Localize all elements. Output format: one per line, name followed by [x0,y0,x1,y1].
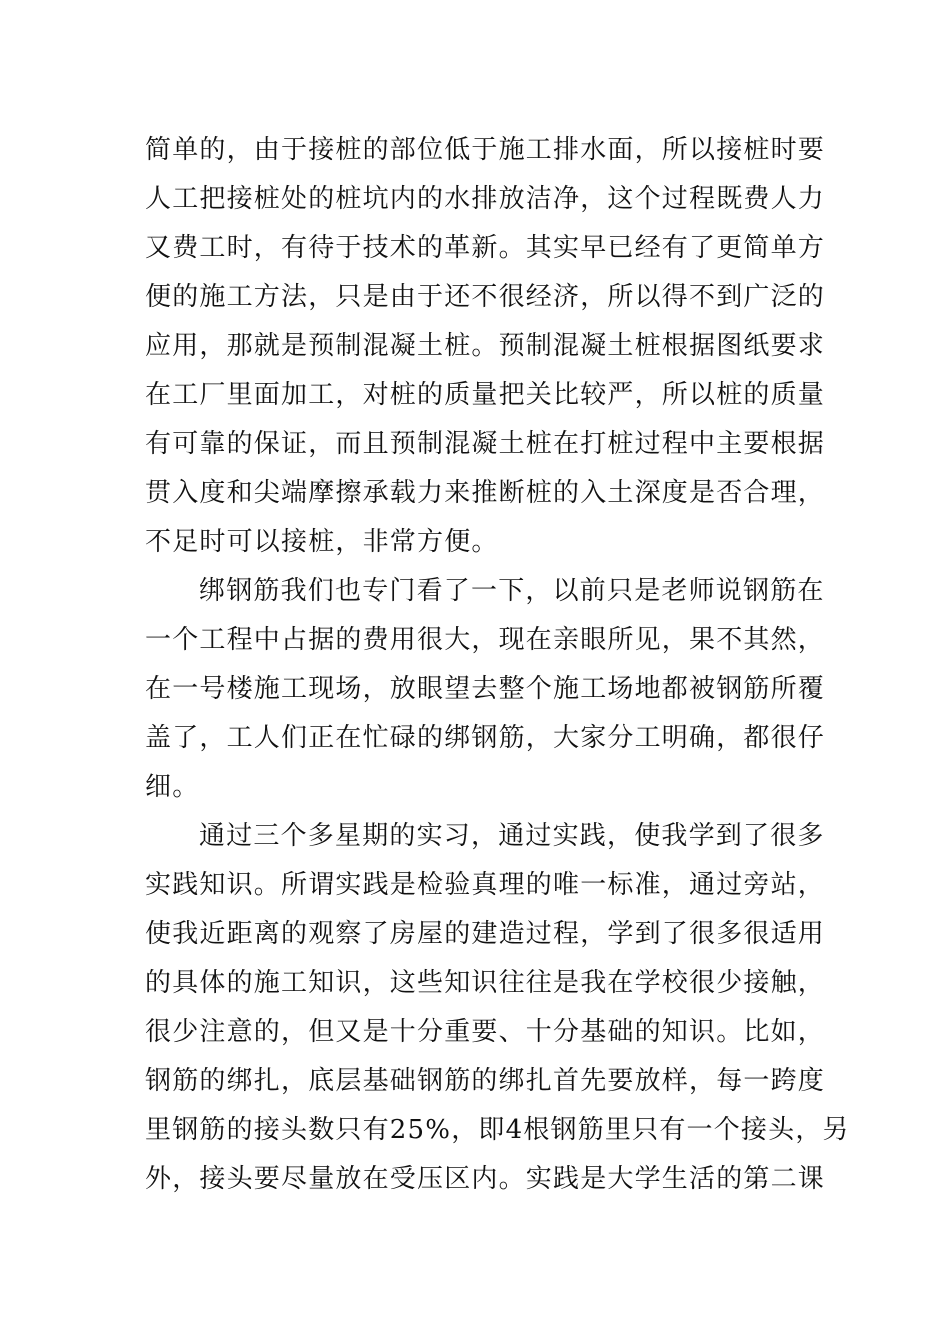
text-line: 盖了，工人们正在忙碌的绑钢筋，大家分工明确，都很仔 [145,723,826,753]
text-line: 不足时可以接桩，非常方便。 [145,527,499,557]
text-line: 实践知识。所谓实践是检验真理的唯一标准，通过旁站， [145,870,826,900]
text-line: 贯入度和尖端摩擦承载力来推断桩的入土深度是否合理， [145,478,826,508]
text-line: 的具体的施工知识，这些知识往往是我在学校很少接触， [145,968,826,998]
text-line: 很少注意的，但又是十分重要、十分基础的知识。比如， [145,1017,826,1047]
text-line: 通过三个多星期的实习，通过实践，使我学到了很多 [199,821,825,851]
text-line: 外，接头要尽量放在受压区内。实践是大学生活的第二课 [145,1164,826,1194]
text-line: 里钢筋的接头数只有25%，即4根钢筋里只有一个接头，另 [145,1115,850,1145]
text-line: 简单的，由于接桩的部位低于施工排水面，所以接桩时要 [145,135,826,165]
text-line: 细。 [145,772,200,802]
text-line: 绑钢筋我们也专门看了一下，以前只是老师说钢筋在 [199,576,825,606]
body-text [145,126,850,1204]
paragraph [145,126,826,567]
text-line: 在工厂里面加工，对桩的质量把关比较严，所以桩的质量 [145,380,826,410]
paragraph [145,812,850,1204]
text-line: 使我近距离的观察了房屋的建造过程，学到了很多很适用 [145,919,826,949]
text-line: 钢筋的绑扎，底层基础钢筋的绑扎首先要放样，每一跨度 [145,1066,826,1096]
paragraph [145,567,826,812]
text-line: 应用，那就是预制混凝土桩。预制混凝土桩根据图纸要求 [145,331,826,361]
text-line: 人工把接桩处的桩坑内的水排放洁净，这个过程既费人力 [145,184,826,214]
text-line: 一个工程中占据的费用很大，现在亲眼所见，果不其然， [145,625,826,655]
text-line: 在一号楼施工现场，放眼望去整个施工场地都被钢筋所覆 [145,674,826,704]
text-line: 有可靠的保证，而且预制混凝土桩在打桩过程中主要根据 [145,429,826,459]
text-line: 便的施工方法，只是由于还不很经济，所以得不到广泛的 [145,282,826,312]
text-line: 又费工时，有待于技术的革新。其实早已经有了更简单方 [145,233,826,263]
